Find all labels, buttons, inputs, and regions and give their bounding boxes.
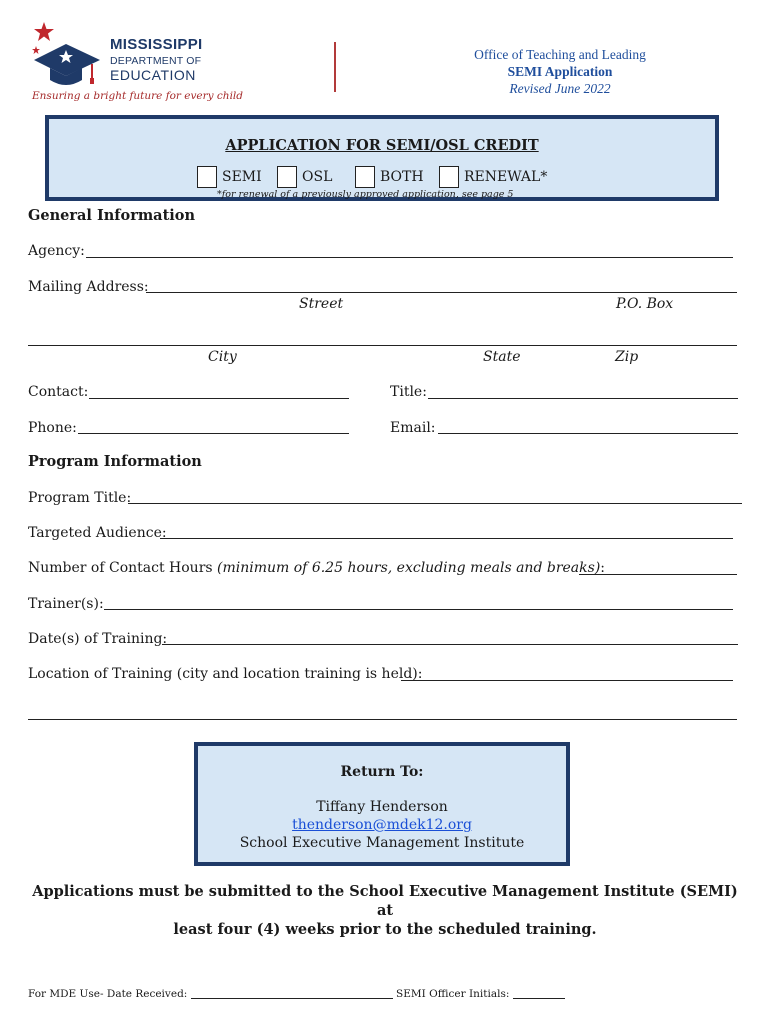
office-name: Office of Teaching and Leading [474,47,646,62]
trainers-label: Trainer(s): [28,596,104,612]
mailing-address-label: Mailing Address: [28,279,149,295]
application-title: APPLICATION FOR SEMI/OSL CREDIT [225,137,539,154]
mde-logo [30,20,244,110]
option-semi-label: SEMI [222,169,262,185]
revision-date: Revised June 2022 [509,81,611,96]
zip-caption: Zip [615,349,639,365]
training-location-field[interactable] [401,680,733,681]
option-osl[interactable] [277,166,332,188]
semi-checkbox[interactable] [197,166,217,188]
header-divider [334,42,336,92]
logo-line-department: DEPARTMENT OF [110,55,202,67]
email-label: Email: [390,420,436,436]
option-osl-label: OSL [302,169,333,185]
title-label: Title: [390,384,427,400]
renewal-checkbox[interactable] [439,166,459,188]
phone-label: Phone: [28,420,77,436]
state-caption: State [483,349,521,365]
general-information-heading: General Information [28,207,195,224]
training-dates-field[interactable] [162,644,738,645]
program-title-label: Program Title: [28,490,132,506]
document-title: SEMI Application [507,64,613,79]
return-contact-name: Tiffany Henderson [316,799,448,815]
option-both[interactable] [355,166,424,188]
phone-field[interactable] [78,433,349,434]
contact-hours-label: Number of Contact Hours (minimum of 6.25 hours, excluding meals and breaks): [28,560,605,576]
targeted-audience-field[interactable] [160,538,733,539]
osl-checkbox[interactable] [277,166,297,188]
logo-tagline: Ensuring a bright future for every child [32,90,244,102]
return-email-link[interactable]: thenderson@mdek12.org [292,817,472,833]
email-field[interactable] [438,433,738,434]
training-dates-label: Date(s) of Training: [28,631,168,647]
training-location-label: Location of Training (city and location training is held): [28,666,423,682]
contact-hours-field[interactable] [579,574,737,575]
street-field[interactable] [146,292,737,293]
office-header [440,46,680,97]
agency-label: Agency: [28,243,85,259]
program-title-field[interactable] [128,503,742,504]
targeted-audience-label: Targeted Audience: [28,525,167,541]
option-semi[interactable] [197,166,262,188]
logo-line-education: EDUCATION [110,67,196,83]
option-renewal[interactable] [439,166,547,188]
return-organization: School Executive Management Institute [239,835,525,851]
training-location-field-continued[interactable] [28,719,737,720]
contact-field[interactable] [89,398,349,399]
renewal-note: *for renewal of a previously approved application, see page 5 [217,189,514,200]
date-received-label: For MDE Use- Date Received: [28,988,188,1000]
contact-label: Contact: [28,384,89,400]
trainers-field[interactable] [104,609,733,610]
logo-line-mississippi: MISSISSIPPI [110,36,203,53]
po-box-caption: P.O. Box [616,296,674,312]
submission-notice-line-2: least four (4) weeks prior to the scheduled training. [173,921,597,938]
option-renewal-label: RENEWAL* [464,169,548,185]
officer-initials-label: SEMI Officer Initials: [396,988,510,1000]
street-caption: Street [299,296,344,312]
officer-initials-field[interactable] [513,998,565,999]
contact-hours-text: Number of Contact Hours [28,560,213,576]
submission-notice-line-1: Applications must be submitted to the School Executive Management Institute (SEMI) at [32,883,738,919]
program-information-heading: Program Information [28,453,202,470]
both-checkbox[interactable] [355,166,375,188]
agency-field[interactable] [86,257,733,258]
title-field[interactable] [428,398,738,399]
contact-hours-note: (minimum of 6.25 hours, excluding meals and breaks) [217,560,601,576]
application-title-box [45,115,719,201]
graduation-cap-logo-icon [30,20,110,90]
date-received-field[interactable] [191,998,393,999]
city-state-zip-field[interactable] [28,345,737,346]
return-to-box [194,742,570,866]
mde-use-footer [28,988,565,1000]
city-caption: City [208,349,237,365]
submission-notice [30,882,740,939]
return-to-heading: Return To: [340,764,424,780]
option-both-label: BOTH [380,169,424,185]
